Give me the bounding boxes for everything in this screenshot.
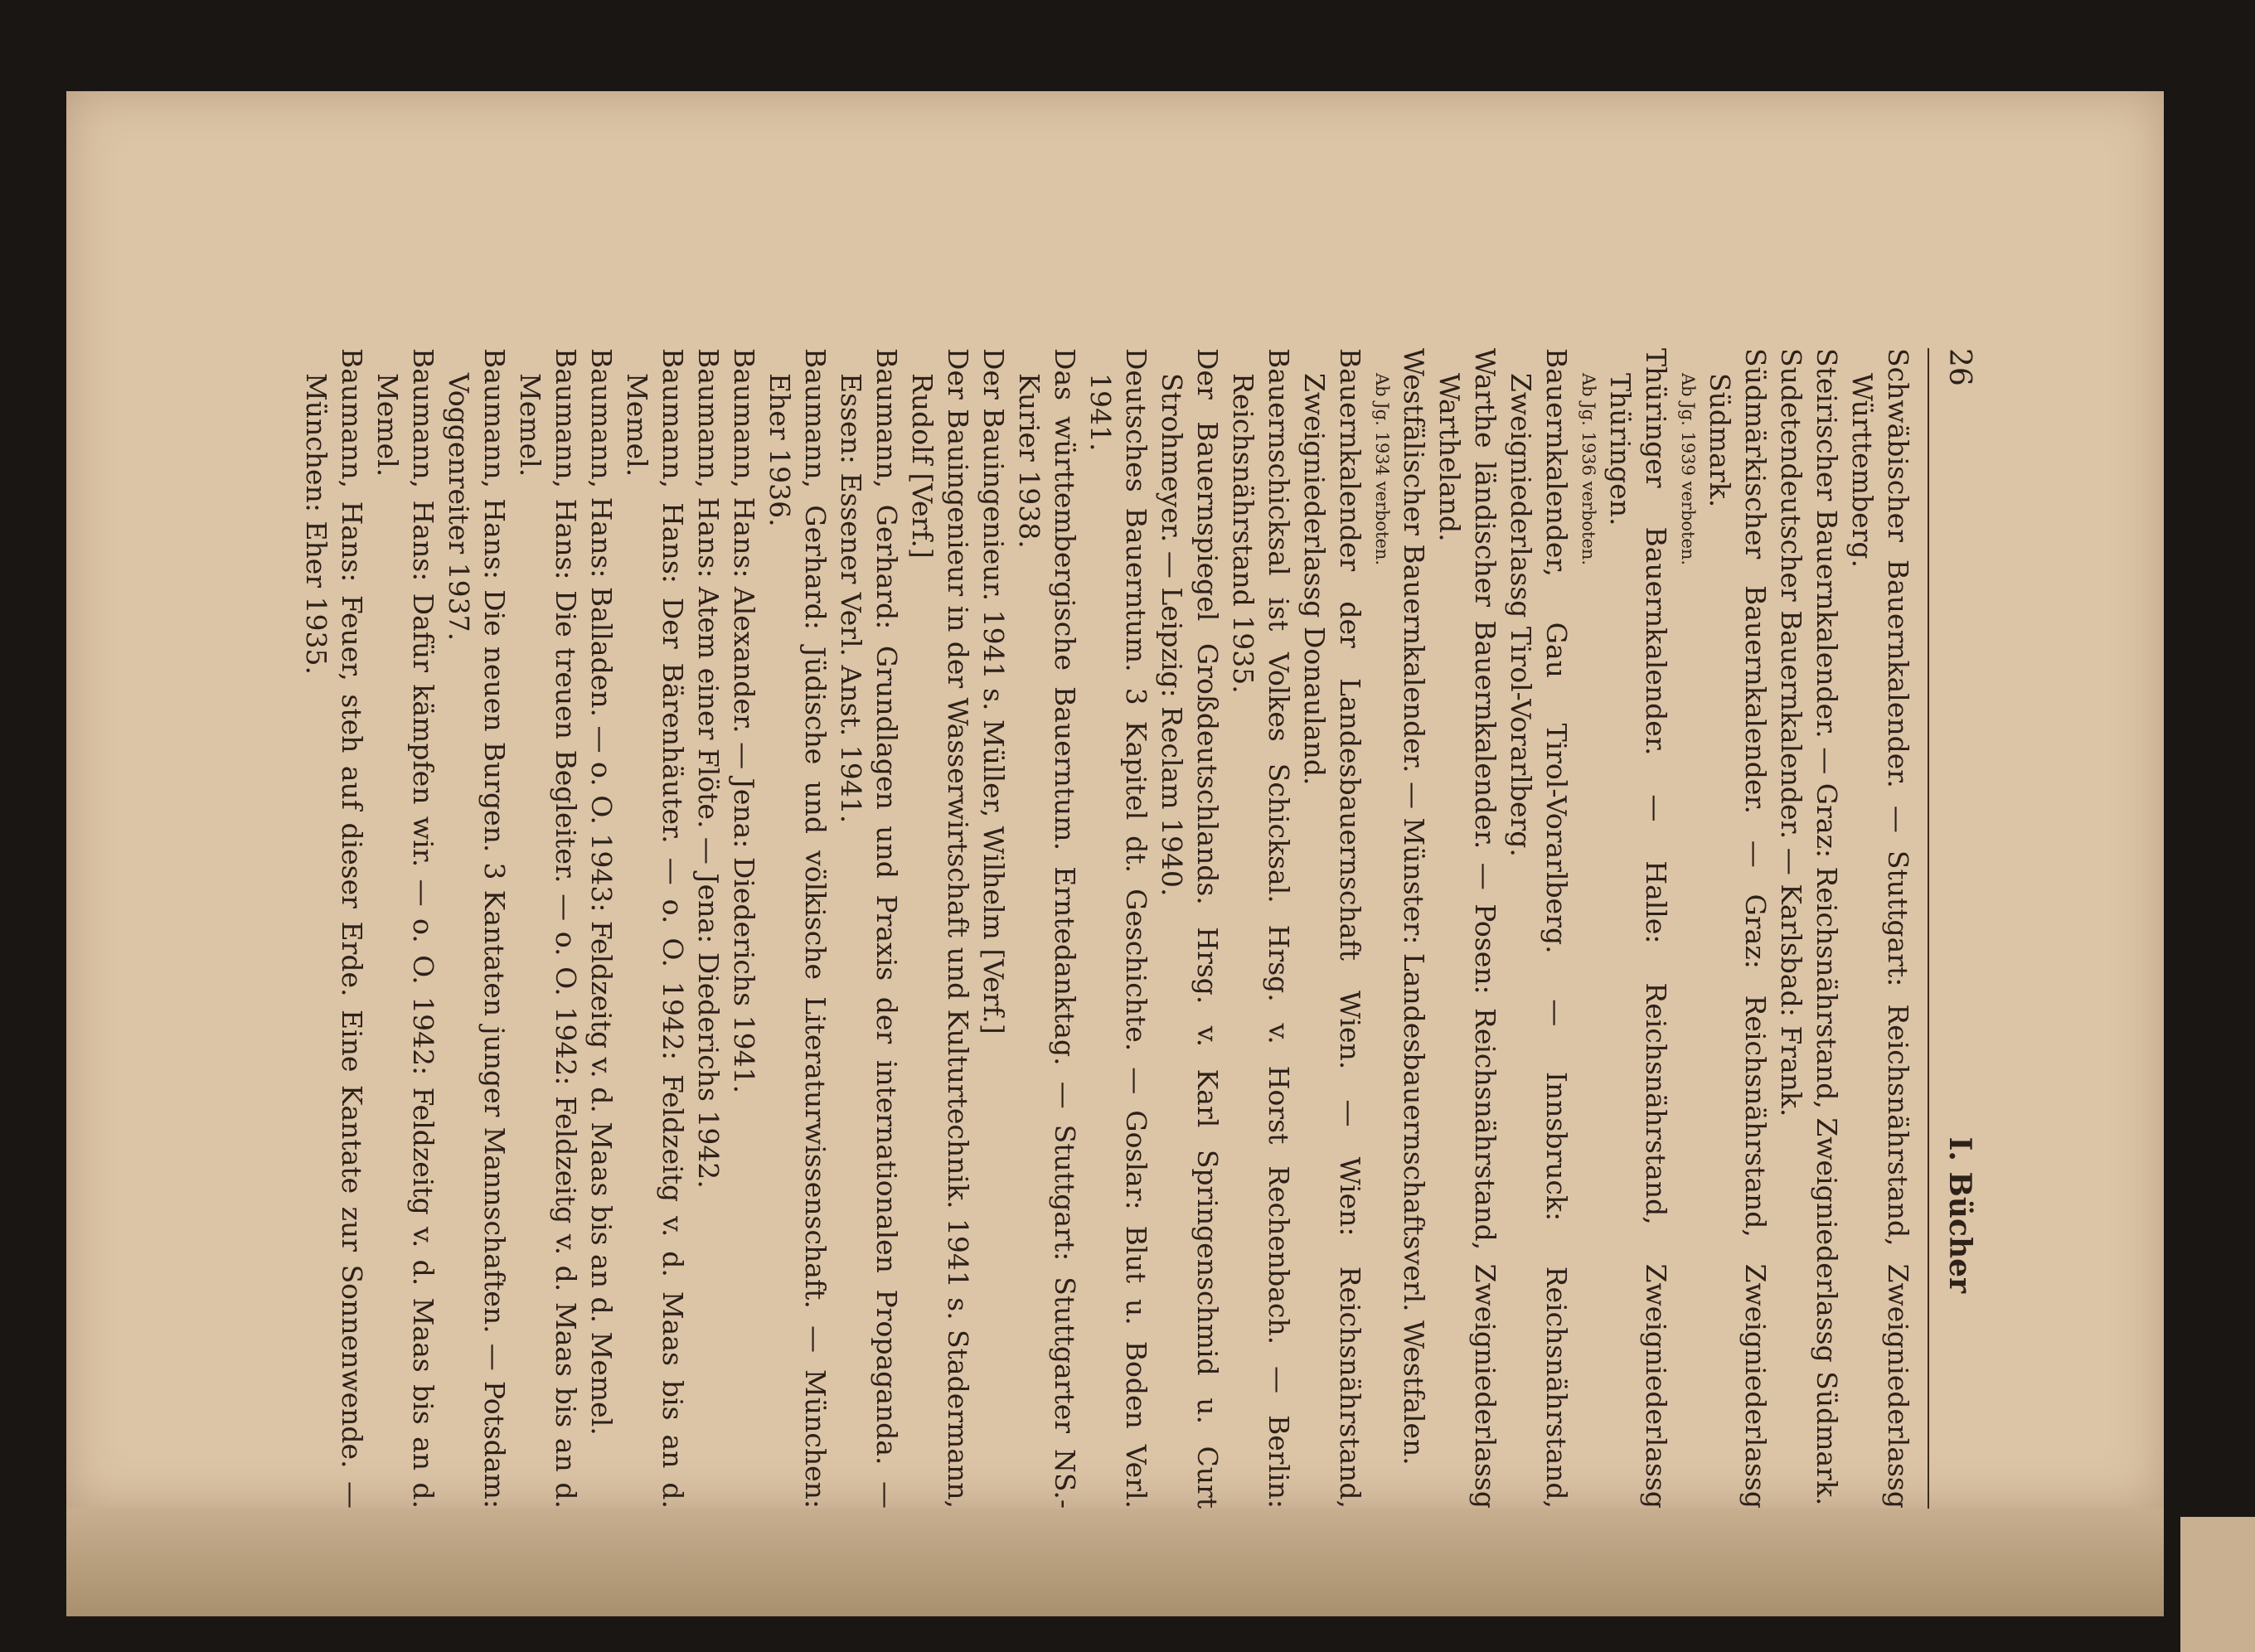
entry: Warthe ländischer Bauernkalender. — Posen: Reichsnährstand, Zweigniederlassg Wartheland.: [1433, 348, 1501, 1509]
rotated-text-block: [300, 348, 1977, 1509]
entry: Baumann, Hans: Balladen. — o. O. 1943: Feldzeitg v. d. Maas bis an d. Memel.: [585, 348, 618, 1436]
entry: Baumann, Hans: Der Bärenhäuter. — o. O. 1942: Feldzeitg v. d. Maas bis an d. Memel.: [621, 348, 689, 1509]
entry: Schwäbischer Bauernkalender. — Stuttgart: Reichsnährstand, Zweigniederlassg Württemberg.: [1846, 348, 1914, 1509]
next-page-edge: [2180, 1517, 2255, 1652]
entry: Baumann, Hans: Feuer, steh auf dieser Erde. Eine Kantate zur Sonnenwende. — München: Eher 1935.: [300, 348, 368, 1509]
entry: Sudetendeutscher Bauernkalender. — Karlsbad: Frank.: [1775, 348, 1807, 1117]
entry: Baumann, Hans: Atem einer Flöte. — Jena: Diederichs 1942.: [692, 348, 725, 1189]
bibliography-list: [298, 348, 1916, 1509]
entry: Der Bauingenieur. 1941 s. Müller, Wilhelm [Verf.]: [977, 348, 1010, 1034]
page-edge: [66, 1509, 2164, 1616]
entry-note: Ab Jg. 1936 verboten.: [1578, 373, 1598, 566]
entry: Thüringer Bauernkalender. — Halle: Reichsnährstand, Zweigniederlassg Thüringen.: [1604, 348, 1672, 1509]
entry-note: Ab Jg. 1939 verboten.: [1678, 373, 1698, 566]
entry: Baumann, Hans: Die neuen Burgen. 3 Kantaten junger Mannschaften. — Potsdam: Voggenreiter 1937.: [443, 348, 511, 1509]
entry: Deutsches Bauerntum. 3 Kapitel dt. Geschichte. — Goslar: Blut u. Boden Verl. 1941.: [1084, 348, 1152, 1509]
entry: Baumann, Gerhard: Grundlagen und Praxis der internationalen Propaganda. — Essen: Essener Verl. Anst. 1941.: [835, 348, 903, 1509]
section-title: I. Bücher: [1942, 1136, 1977, 1293]
entry: Bauernkalender, Gau Tirol-Vorarlberg. — Innsbruck: Reichsnährstand, Zweigniederlassg Tirol-Vorarlberg.: [1505, 348, 1573, 1509]
entry: Der Bauernspiegel Großdeutschlands. Hrsg. v. Karl Springenschmid u. Curt Strohmeyer. — Leipzig: Reclam 1940.: [1156, 348, 1224, 1509]
entry: Südmärkischer Bauernkalender. — Graz: Reichsnährstand, Zweigniederlassg Südmark.: [1704, 348, 1772, 1509]
entry-note: Ab Jg. 1934 verboten.: [1372, 373, 1392, 566]
entry: Baumann, Hans: Dafür kämpfen wir. — o. O. 1942: Feldzeitg v. d. Maas bis an d. Memel.: [371, 348, 439, 1509]
entry: Steirischer Bauernkalender. — Graz: Reichsnährstand, Zweigniederlassg Südmark.: [1811, 348, 1843, 1506]
entry: Baumann, Gerhard: Jüdische und völkische Literaturwissenschaft. — München: Eher 1936.: [764, 348, 832, 1509]
entry: Das württembergische Bauerntum. Erntedanktag. — Stuttgart: Stuttgarter NS.-Kurier 1938.: [1013, 348, 1081, 1509]
entry: Bauernschicksal ist Volkes Schicksal. Hrsg. v. Horst Rechenbach. — Berlin: Reichsnährstand 1935.: [1227, 348, 1295, 1509]
entry: Der Bauingenieur in der Wasserwirtschaft und Kulturtechnik. 1941 s. Stadermann, Rudolf [Verf.]: [906, 348, 974, 1509]
entry: Baumann, Hans: Die treuen Begleiter. — o. O. 1942: Feldzeitg v. d. Maas bis an d. Memel.: [514, 348, 582, 1509]
entry: Westfälischer Bauernkalender. — Münster: Landesbauernschaftsverl. Westfalen.: [1398, 348, 1430, 1465]
running-header: [1928, 348, 1977, 1509]
page-number: 26: [1942, 348, 1976, 386]
entry: Baumann, Hans: Alexander. — Jena: Diederichs 1941.: [728, 348, 760, 1094]
entry: Bauernkalender der Landesbauernschaft Wien. — Wien: Reichsnährstand, Zweigniederlassg Donauland.: [1298, 348, 1366, 1509]
